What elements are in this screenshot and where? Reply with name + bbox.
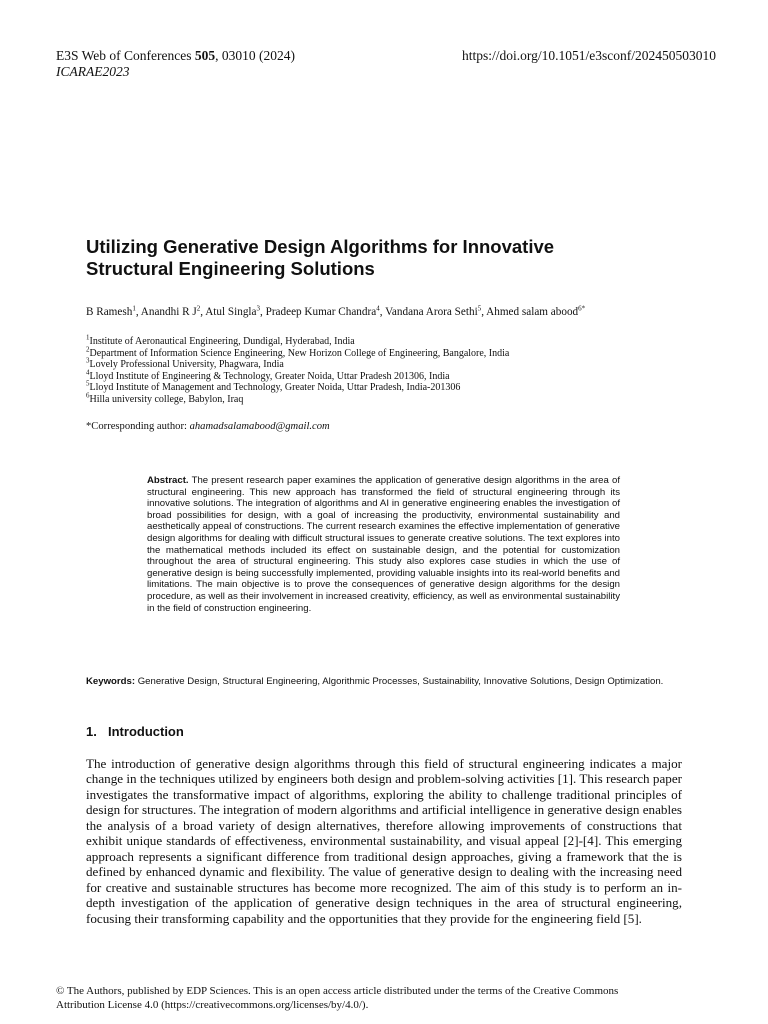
affiliation: $^2$Department of Information Science Engineering, New Horizon College of Engineering, Bangalore, India [86, 345, 510, 359]
conference-name: ICARAE2023 [56, 64, 130, 79]
author: Ahmed salam abood$^{6*}$ [486, 304, 586, 318]
keywords-label: Keywords: [86, 676, 136, 687]
corresponding-email[interactable]: ahamadsalamabood@gmail.com [189, 421, 330, 432]
author: Atul Singla$^3$, [205, 304, 266, 318]
affiliation: $^5$Lloyd Institute of Management and Technology, Greater Noida, Uttar Pradesh, India-201306 [86, 380, 461, 394]
paper-title-line-2: Structural Engineering Solutions [86, 258, 375, 279]
license-line-1: © The Authors, published by EDP Sciences. This is an open access article distributed under the terms of the Creative Commons [56, 985, 619, 997]
author: Anandhi R $J^2$, [140, 304, 206, 318]
section-number: 1. [86, 724, 97, 739]
author: Vandana Arora Sethi$^5$, [385, 304, 487, 318]
section-heading [86, 724, 184, 740]
author: Pradeep Kumar Chandra$^4$, [265, 304, 386, 318]
abstract-label: Abstract. [147, 475, 189, 486]
journal-volume: 505 [194, 48, 216, 63]
paper-title [86, 236, 686, 280]
keywords-text: Generative Design, Structural Engineering, Algorithmic Processes, Sustainability, Innovative Solutions, Design Optimization. [135, 676, 664, 687]
author-list [86, 305, 706, 319]
author: B Ramesh$^1$, [86, 304, 141, 318]
affiliation: $^4$Lloyd Institute of Engineering & Technology, Greater Noida, Uttar Pradesh 201306, India [86, 368, 450, 382]
section-title: Introduction [108, 724, 184, 739]
doi-link[interactable]: https://doi.org/10.1051/e3sconf/202450503010 [462, 48, 716, 63]
abstract-text: The present research paper examines the application of generative design algorithms in the area of structural engineering. This new approach has transformed the field of structural engineering through its innovative solutions. The integration of algorithms and AI in generative engineering enables the investigation of broad possibilities for design, with a goal of increasing the productivity, environmental sustainability and aesthetically appeal of constructions. The current research examines the effective implementation of generative design algorithms for dealing with difficult structural issues to generate creative solutions. The text explores into the mathematical methods included its effect on sustainable design, and the potential for customization throughout the area of structural engineering. This study also explores case studies in which the use of generative design is being successfully implemented, providing valuable insights into its real-world benefits and limitations. The main objective is to prove the consequences of generative design algorithms for the design procedure, as well as their involvement in increased creativity, efficiency, as well as environmental sustainability in the field of construction engineering. [147, 475, 620, 614]
affiliation-list [86, 333, 706, 406]
abstract [147, 475, 620, 614]
affiliation: $^1$Institute of Aeronautical Engineering, Dundigal, Hyderabad, India [86, 333, 355, 347]
paper-title-line-1: Utilizing Generative Design Algorithms for Innovative [86, 236, 555, 257]
license-line-2: Attribution License 4.0 (https://creativecommons.org/licenses/by/4.0/). [56, 998, 369, 1011]
keywords [86, 676, 682, 689]
license-footer [56, 985, 720, 1012]
journal-citation: E3S Web of Conferences 505, 03010 (2024) [56, 48, 296, 63]
introduction-paragraph: The introduction of generative design algorithms through this field of structural engineering indicates a major change in the techniques utilized by engineers both design and problem-solving activities [1]. This research paper investigates the transformative impact of algorithms, exploring the ability to challenge traditional principles of design for structures. The integration of modern algorithms and artificial intelligence in generative design enables the analysis of a broad variety of design alternatives, therefore allowing improvements of constructions that exhibit unique standards of effectiveness, environmental sustainability, and visual appeal [2]-[4]. This emerging approach represents a significant difference from traditional design approaches, giving a framework that the is defined by enhanced dynamic and flexibility. The value of generative design to dealing with the increasing need for creative and sustainable structures has become more recognized. The aim of this study is to perform an in-depth investigation of the application of generative design techniques in the area of structural engineering, focusing their transforming capability and the opportunities that they provide for the engineering field [5]. [86, 756, 682, 926]
affiliation: $^3$Lovely Professional University, Phagwara, India [86, 356, 284, 371]
affiliation: $^6$Hilla university college, Babylon, Iraq [86, 391, 244, 405]
journal-header [56, 48, 295, 80]
corresponding-author: *Corresponding author: ahamadsalamabood@gmail.com [86, 421, 330, 432]
